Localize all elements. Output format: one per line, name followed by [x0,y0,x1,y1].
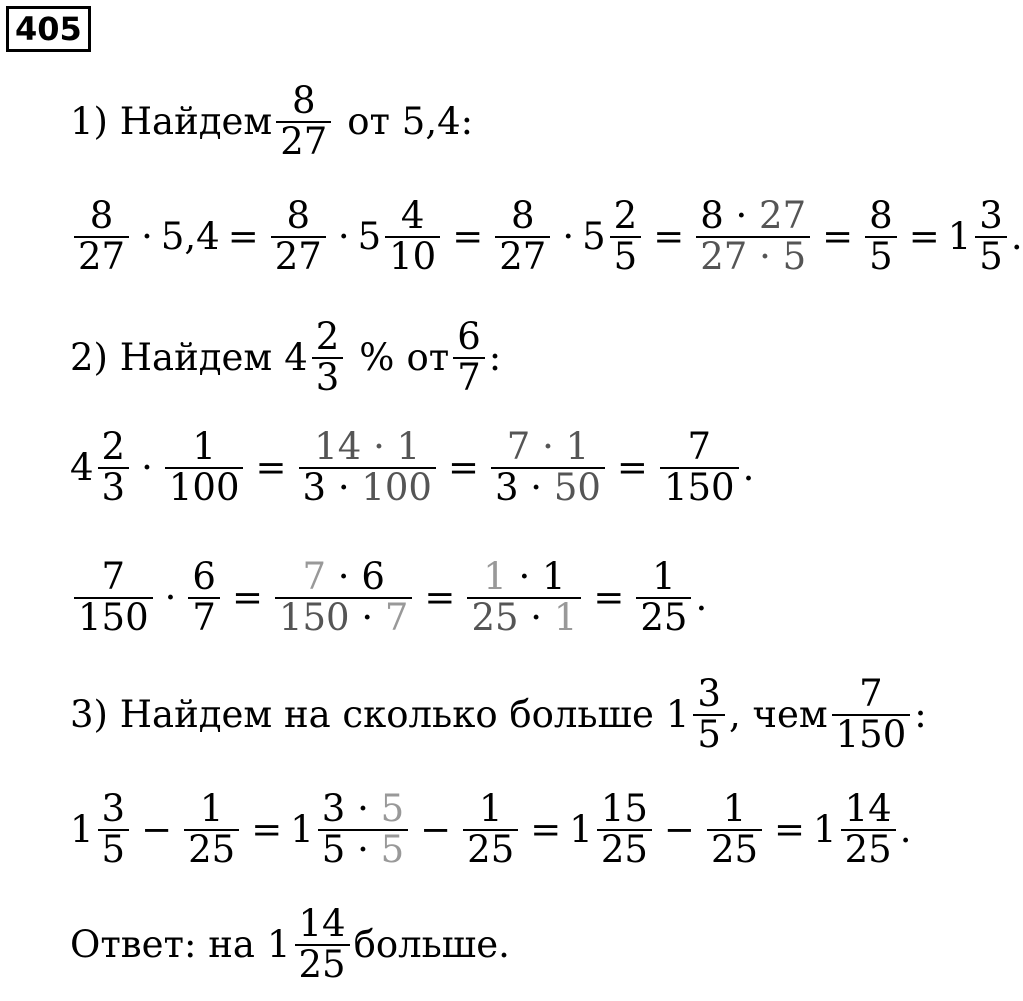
mixed-fraction: $\frac{2}{5}$ [610,197,642,277]
fraction: $\frac{6}{7}$ [453,318,485,398]
mixed-fraction: $\frac{2}{3}$ [312,318,344,398]
mixed-fraction: $\frac{3 \cdot 5}{5 \cdot 5}$ [318,790,408,870]
result-fraction: $\frac{1}{25}$ [636,558,691,638]
result-fraction: $\frac{3}{5}$ [975,197,1007,277]
fraction: $\frac{7}{150}$ [832,675,911,755]
fraction: $\frac{1}{25}$ [184,790,239,870]
mixed-fraction: $\frac{3}{5}$ [98,790,130,870]
fraction: $\frac{8}{5}$ [865,197,897,277]
result-fraction: $\frac{7}{150}$ [660,428,739,508]
step1-calculation: $\frac{8}{27}$ · 5,4 = $\frac{8}{27}$ · 5 $\frac{4}{10}$ = $\frac{8}{27}$ · 5 $\frac{2}{5}$ = $\frac{8 \cdot 27}{27 \cdot 5}$ = $\frac{8}{5}$ = 1 $\frac{3}{5}$ . [70,197,960,277]
mixed-fraction: $\frac{4}{10}$ [385,197,440,277]
fraction: $\frac{14 \cdot 1}{3 \cdot 100}$ [299,428,436,508]
task-number: 405 [6,6,91,52]
step3-heading: 3) Найдем на сколько больше 1 $\frac{3}{5}$ , чем $\frac{7}{150}$ : [70,672,927,756]
step1-heading-prefix: 1) Найдем [70,100,273,144]
step1-heading-suffix: от 5,4: [347,100,474,144]
fraction: $\frac{1}{25}$ [463,790,518,870]
fraction: $\frac{6}{7}$ [188,558,220,638]
fraction: $\frac{8}{27}$ [74,197,129,277]
step2-heading: 2) Найдем 4 $\frac{2}{3}$ % от $\frac{6}{7}$ : [70,315,502,399]
step1-heading [70,79,960,163]
fraction: $\frac{1 \cdot 1}{25 \cdot 1}$ [467,558,581,638]
fraction: $\frac{7 \cdot 1}{3 \cdot 50}$ [491,428,605,508]
fraction: $\frac{1}{25}$ [707,790,762,870]
mixed-fraction: $\frac{3}{5}$ [693,675,725,755]
fraction: $\frac{7}{150}$ [74,558,153,638]
mixed-fraction: $\frac{15}{25}$ [597,790,652,870]
answer-line: Ответ: на 1 $\frac{14}{25}$ больше. [70,902,510,986]
step2-calculation-a: 4 $\frac{2}{3}$ · $\frac{1}{100}$ = $\frac{14 \cdot 1}{3 \cdot 100}$ = $\frac{7 \cdot 1}{3 \cdot 50}$ = $\frac{7}{150}$ . [70,425,755,509]
answer-fraction: $\frac{14}{25}$ [295,905,350,985]
fraction: $\frac{7 \cdot 6}{150 \cdot 7}$ [275,558,412,638]
step2-calculation-b: $\frac{7}{150}$ · $\frac{6}{7}$ = $\frac{7 \cdot 6}{150 \cdot 7}$ = $\frac{1 \cdot 1}{25 \cdot 1}$ = $\frac{1}{25}$ . [70,558,960,638]
fraction: $\frac{1}{100}$ [165,428,244,508]
result-fraction: $\frac{14}{25}$ [841,790,896,870]
fraction: $\frac{8 \cdot 27}{27 \cdot 5}$ [696,197,810,277]
fraction: $\frac{8}{27}$ [271,197,326,277]
fraction: $\frac{8}{27}$ [495,197,550,277]
fraction: $\frac{8}{27}$ [276,82,331,162]
mixed-fraction: $\frac{2}{3}$ [98,428,130,508]
step3-calculation: 1 $\frac{3}{5}$ − $\frac{1}{25}$ = 1 $\frac{3 \cdot 5}{5 \cdot 5}$ − $\frac{1}{25}$ = 1 $\frac{15}{25}$ − $\frac{1}{25}$ = 1 $\frac{14}{25}$ . [70,787,912,871]
